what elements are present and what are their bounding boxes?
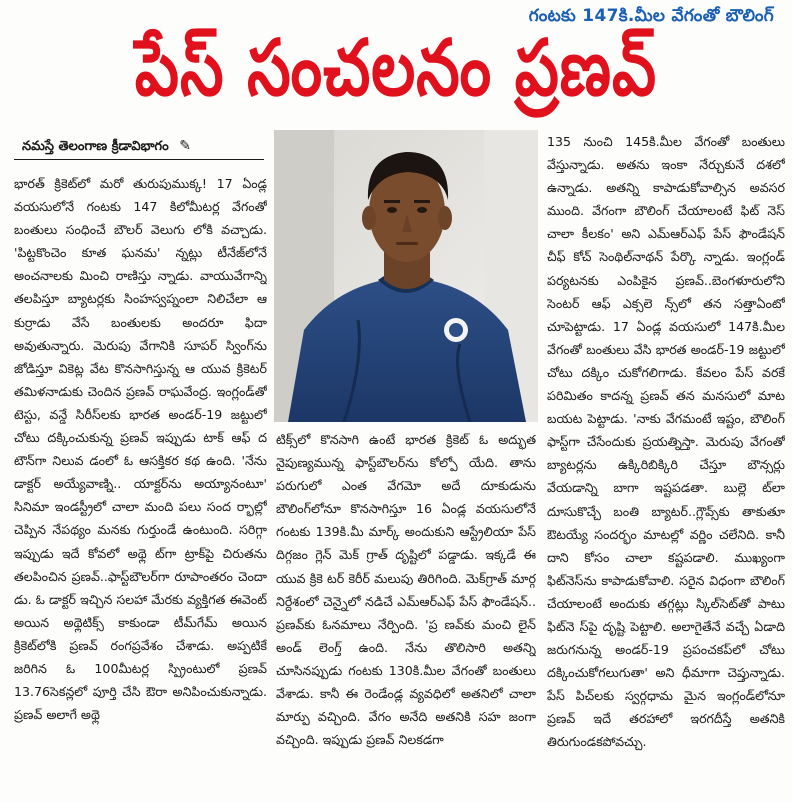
article-column-middle: [276, 428, 536, 798]
headline: పేస్ సంచలనం ప్రణవ్: [134, 22, 658, 114]
article-column-right: [547, 130, 785, 797]
article-paragraph: 135 నుంచి 145కి.మీల వేగంతో బంతులు వేస్తున్నాడు. అతను ఇంకా నేర్చుకునే దశలో ఉన్నాడు. అతన్ని కాపాడుకోవాల్సిన అవసర ముంది. వేగంగా బౌలింగ్ చేయాలంటే ఫిట్ నెస్ చాలా కీలకం' అని ఎమ్‌ఆర్‌ఎఫ్ పేస్ ఫౌండేషన్ చీఫ్ కోచ్ సెంథిల్‌నాథన్ పేర్కొ న్నాడు. ఇంగ్లండ్ పర్యటనకు ఎంపికైన ప్రణవ్..బెంగళూరులోని సెంటర్ ఆఫ్ ఎక్సలె న్స్‌లో తన సత్తాఏంటో చూపెట్టాడు. 17 ఏండ్ల వయసులో 147కి.మీల వేగంతో బంతులు వేసి భారత అండర్-19 జట్టులో చోటు దక్కిం చుకోగలిగాడు. కేవలం పేస్ వరకే పరిమితం కాదన్న ప్రణవ్ తన మనసులో మాట బయట పెట్టాడు. 'నాకు వేగమంటే ఇష్టం, బౌలింగ్ ఫాస్ట్‌గా చేసేందుకు ప్రయత్నిస్తా. మెరుపు వేగంతో బ్యాటర్లను ఉక్కిరిబిక్కిరి చేస్తూ బౌన్సర్లు వేయడాన్ని బాగా ఇష్టపడతా. బుల్లె ట్‌లా దూసుకొచ్చే బంతి బ్యాటర్..గ్లౌవ్స్‌కు తాకుతూ ఔటయ్యే సందర్భం మాటల్లో వర్ణిం చలేనిది. కానీ దాని కోసం చాలా కష్టపడాలి. ముఖ్యంగా ఫిట్‌నెస్‌ను కాపాడుకోవాలి. సరైన విధంగా బౌలింగ్ చేయాలంటే అందుకు తగ్గట్లు స్కిల్‌సెట్‌తో పాటు ఫిట్‌నె స్‌పై దృష్టి పెట్టాలి. అలాగైతేనే వచ్చే ఏడాది జరుగనున్న అండర్-19 ప్రపంచకప్‌లో చోటు దక్కించుకోగలుగుతా' అని ధీమాగా చెప్తున్నాడు. పేస్ పిచ్‌లకు స్వర్గధామ మైన ఇంగ్లండ్‌లోనూ ప్రణవ్ ఇదే తరహాలో ఇరగదీస్తే అతనికి తిరుగుండకపోవచ్చు.: [547, 134, 785, 750]
byline: [14, 136, 264, 160]
byline-text: నమస్తే తెలంగాణ క్రీడావిభాగం: [22, 139, 169, 154]
article-column-left: [14, 172, 267, 797]
player-photo: [274, 130, 538, 422]
pen-icon: ✎: [179, 138, 191, 154]
article-paragraph: టిక్స్‌లో కొనసాగి ఉంటే భారత క్రికెట్ ఓ అద్భుత నైపుణ్యమున్న ఫాస్ట్‌బౌలర్‌ను కోల్పో యేది. తాను పరుగులో ఎంత వేగమో అదే దూకుడును బౌలింగ్‌లోనూ కొనసాగిస్తూ 16 ఏండ్ల వయసులోనే గంటకు 139కి.మీ మార్క్ అందుకుని ఆస్ట్రేలియా పేస్ దిగ్గజం గ్లెన్ మెక్ గ్రాత్ దృష్టిలో పడ్డాడు. ఇక్కడే ఈ యువ క్రికె టర్ కెరీర్ మలుపు తిరిగింది. మెక్‌గ్రాత్ మార్గ నిర్దేశంలో చెన్నైలో నడిచే ఎమ్‌ఆర్‌ఎఫ్ పేస్ ఫౌండేషన్.. ప్రణవ్‌కు ఓనమాలు నేర్పింది. 'ప్ర ణవ్‌కు మంచి లైన్ అండ్ లెంగ్త్ ఉంది. నేను తొలిసారి అతన్ని చూసినప్పుడు గంటకు 130కి.మీల వేగంతో బంతులు వేశాడు. కానీ ఈ రెండేండ్ల వ్యవధిలో అతనిలో చాలా మార్పు వచ్చింది. వేగం అనేది అతనికి సహ జంగా వచ్చింది. ఇప్పుడు ప్రణవ్ నిలకడగా: [276, 432, 536, 748]
kicker: గంటకు 147కి.మీల వేగంతో బౌలింగ్: [528, 6, 774, 26]
article-paragraph: భారత్ క్రికెట్‌లో మరో తురుపుముక్క! 17 ఏండ్ల వయసులోనే గంటకు 147 కిలోమీటర్ల వేగంతో బంతులు సంధించే బౌలర్ వెలుగు లోకి వచ్చాడు. 'పిట్టకొంచెం కూత ఘనమ' న్నట్లు టీనేజ్‌లోనే అంచనాలకు మించి రాణిస్తు న్నాడు. వాయువేగాన్ని తలపిస్తూ బ్యాటర్లకు సింహస్వప్నంలా నిలిచేలా ఆ కుర్రాడు వేసే బంతులకు అందరూ ఫిదా అవుతున్నారు. మెరుపు వేగానికి సూపర్ స్వింగ్‌ను జోడిస్తూ వికెట్ల వేట కొనసాగిస్తున్న ఆ యువ క్రికెటర్ తమిళనాడుకు చెందిన ప్రణవ్ రాఘవేంద్ర. ఇంగ్లండ్‌తో టెస్టు, వన్డే సిరీస్‌లకు భారత అండర్-19 జట్టులో చోటు దక్కించుకున్న ప్రణవ్ ఇప్పుడు టాక్ ఆఫ్ ద టౌన్‌గా నిలువ డంలో ఓ ఆసక్తికర కథ ఉంది. 'నేను డాక్టర్ అయ్యేవాణ్ని.. యాక్టర్‌ను అయ్యానంటూ' సినిమా ఇండస్ట్రీలో చాలా మంది పలు సంద ర్భాల్లో చెప్పిన నేపథ్యం మనకు గుర్తుండే ఉంటుంది. సరిగ్గా ఇప్పుడు ఇదే కోవలో అథ్లె ట్‌గా ట్రాక్‌పై చిరుతను తలపించిన ప్రణవ్..ఫాస్ట్‌బౌలర్‌గా రూపాంతరం చెందా డు. ఓ డాక్టర్ ఇచ్చిన సలహా మేరకు వ్యక్తిగత ఈవెంట్ అయిన అథ్లెటిక్స్ కాకుండా టీమ్‌గేమ్ అయిన క్రికెట్‌లోకి ప్రణవ్ రంగప్రవేశం చేశాడు. అప్పటికే జరిగిన ఓ 100మీటర్ల స్ప్రింటులో ప్రణవ్ 13.76సెకన్లలో పూర్తి చేసి ఔరా అనిపించుకున్నాడు. ప్రణవ్ అలాగే అథ్లె: [14, 176, 267, 723]
